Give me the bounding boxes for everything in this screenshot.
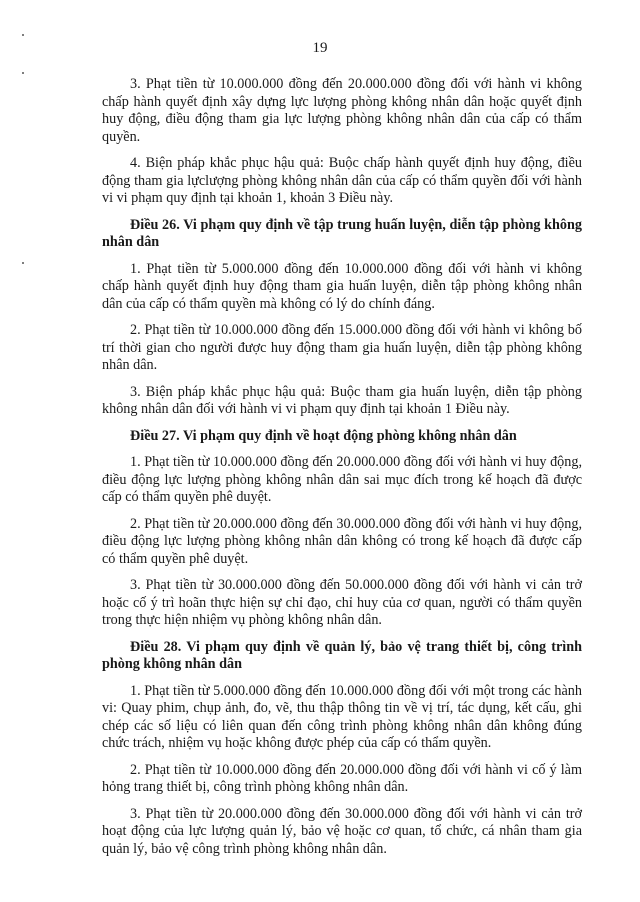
scan-speck <box>22 72 24 74</box>
page-number: 19 <box>312 40 328 56</box>
paragraph: 3. Phạt tiền từ 30.000.000 đồng đến 50.000.000 đồng đối với hành vi cản trở hoặc cố ý trì hoãn thực hiện sự chỉ đạo, chỉ huy của cơ quan, người có thẩm quyền trong thực hiện nhiệm vụ phòng không nhân dân. <box>102 577 582 628</box>
scan-speck <box>22 262 24 264</box>
paragraph: 2. Phạt tiền từ 20.000.000 đồng đến 30.000.000 đồng đối với hành vi huy động, điều động lực lượng phòng không nhân dân không có trong kế hoạch đã được cấp có thẩm quyền phê duyệt. <box>102 515 582 567</box>
paragraph: 2. Phạt tiền từ 10.000.000 đồng đến 20.000.000 đồng đối với hành vi cố ý làm hỏng trang thiết bị, công trình phòng không nhân dân. <box>102 761 582 795</box>
document-body <box>102 76 582 867</box>
paragraph: 1. Phạt tiền từ 10.000.000 đồng đến 20.000.000 đồng đối với hành vi huy động, điều động lực lượng phòng không nhân dân sai mục đích trong kế hoạch đã được cấp có thẩm quyền phê duyệt. <box>102 454 582 505</box>
paragraph: 3. Phạt tiền từ 10.000.000 đồng đến 20.000.000 đồng đối với hành vi không chấp hành quyết định xây dựng lực lượng phòng không nhân dân hoặc quyết định huy động, điều động tham gia lực lượng phòng không nhân dân của cấp có thẩm quyền. <box>102 76 582 145</box>
article-heading: Điều 26. Vi phạm quy định về tập trung huấn luyện, diễn tập phòng không nhân dân <box>102 216 582 250</box>
article-heading: Điều 28. Vi phạm quy định về quản lý, bảo vệ trang thiết bị, công trình phòng không nhân dân <box>102 638 582 672</box>
paragraph: 3. Biện pháp khắc phục hậu quả: Buộc tham gia huấn luyện, diễn tập phòng không nhân dân đối với hành vi vi phạm quy định tại khoản 1 Điều này. <box>102 383 582 417</box>
paragraph: 2. Phạt tiền từ 10.000.000 đồng đến 15.000.000 đồng đối với hành vi không bố trí thời gian cho người được huy động tham gia huấn luyện, diễn tập phòng không nhân dân. <box>102 322 582 373</box>
paragraph: 4. Biện pháp khắc phục hậu quả: Buộc chấp hành quyết định huy động, điều động tham gia lựclượng phòng không nhân dân của cấp có thẩm quyền đối với hành vi vi phạm quy định tại khoản 1, khoản 3 Điều này. <box>102 155 582 206</box>
article-heading: Điều 27. Vi phạm quy định về hoạt động phòng không nhân dân <box>130 427 517 444</box>
paragraph: 1. Phạt tiền từ 5.000.000 đồng đến 10.000.000 đồng đối với hành vi không chấp hành quyết định huy động tham gia huấn luyện, diễn tập phòng không nhân dân của cấp có thẩm quyền mà không có lý do chính đáng. <box>102 260 582 312</box>
scan-speck <box>22 34 24 36</box>
paragraph: 1. Phạt tiền từ 5.000.000 đồng đến 10.000.000 đồng đối với một trong các hành vi: Quay phim, chụp ảnh, đo, vẽ, thu thập thông tin về vị trí, tác dụng, kết cấu, ghi chép các số liệu có liên quan đến công trình phòng không nhân dân không đúng chức trách, nhiệm vụ hoặc không được phép của cấp có thẩm quyền. <box>102 682 582 751</box>
paragraph: 3. Phạt tiền từ 20.000.000 đồng đến 30.000.000 đồng đối với hành vi cản trở hoạt động của lực lượng quản lý, bảo vệ hoặc cơ quan, tổ chức, cá nhân tham gia quản lý, bảo vệ công trình phòng không nhân dân. <box>102 805 582 857</box>
